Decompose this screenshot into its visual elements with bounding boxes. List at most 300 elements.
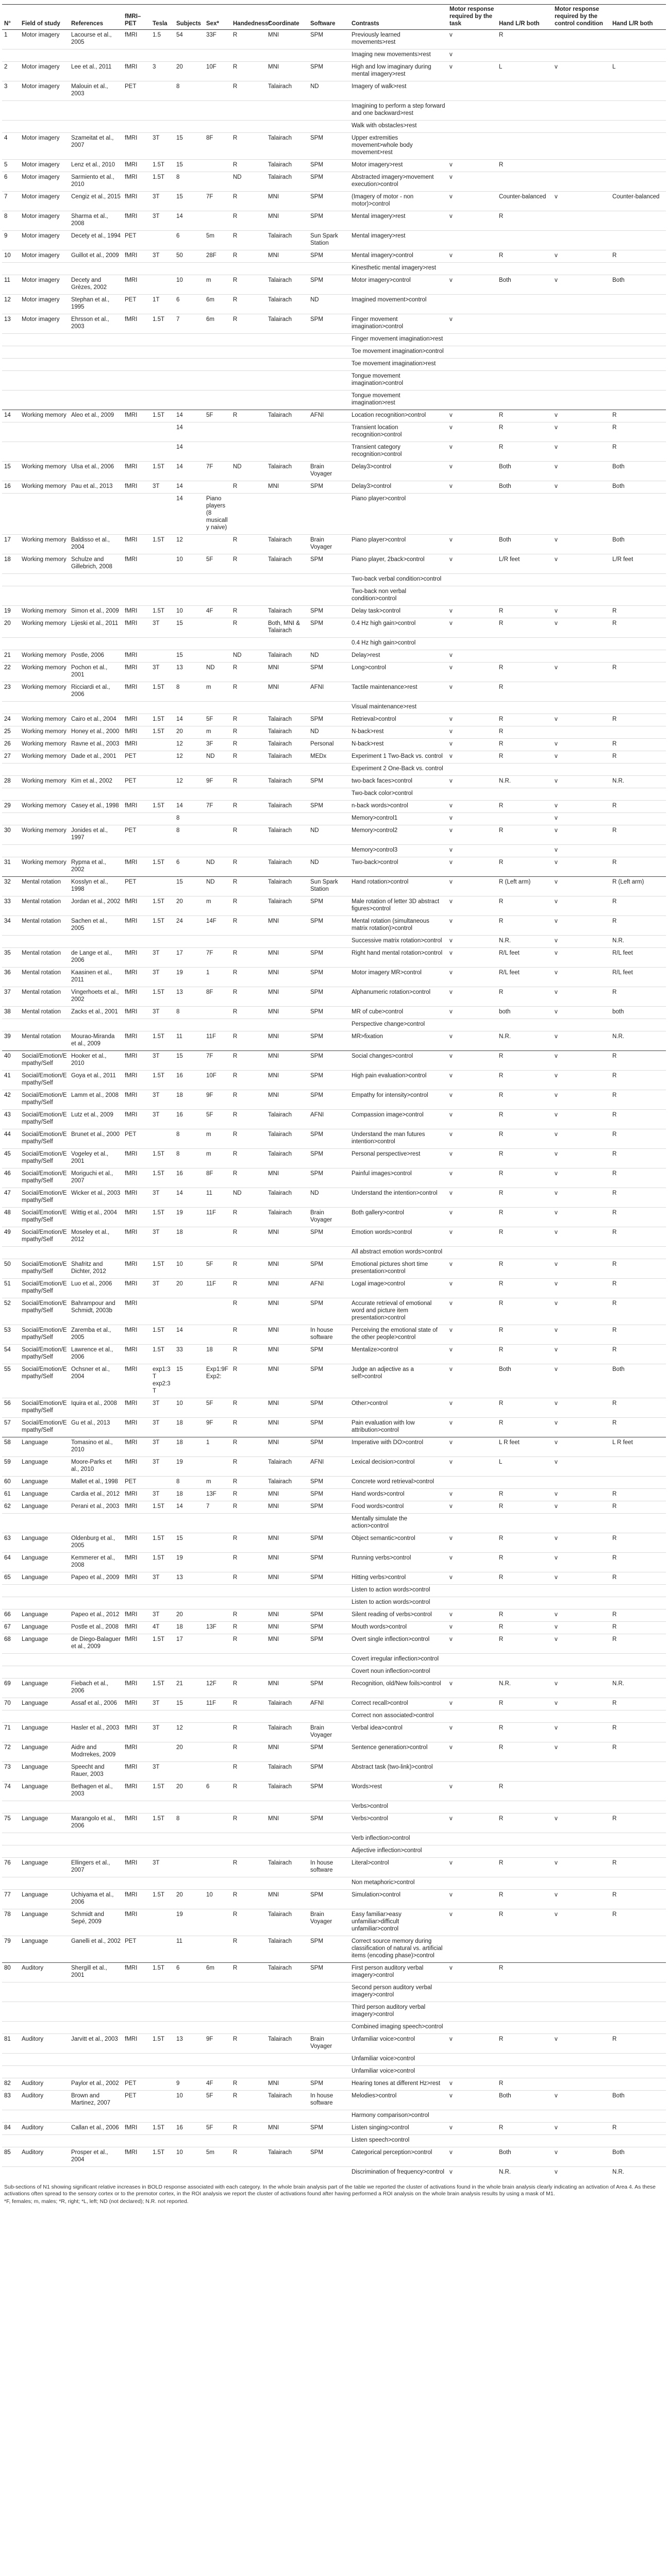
table-cell: v xyxy=(447,250,497,263)
table-cell xyxy=(174,2135,204,2147)
table-row xyxy=(2,2110,666,2123)
table-cell: Both xyxy=(497,275,553,295)
table-cell: v xyxy=(553,739,610,751)
table-cell: SPM xyxy=(308,1259,349,1279)
table-cell: Verb inflection>control xyxy=(349,1833,447,1845)
table-cell: R xyxy=(231,1071,266,1090)
table-cell: Both xyxy=(610,535,666,554)
table-cell: 74 xyxy=(2,1782,20,1801)
table-cell: Transient location recognition>control xyxy=(349,422,447,442)
table-cell: fMRI xyxy=(123,2034,151,2054)
table-cell: PET xyxy=(123,776,151,788)
table-cell xyxy=(69,359,123,371)
table-cell xyxy=(308,391,349,410)
table-cell: R xyxy=(231,1501,266,1514)
table-cell: fMRI xyxy=(123,1609,151,1622)
table-cell xyxy=(20,1845,69,1858)
table-cell xyxy=(151,1666,174,1679)
table-cell: fMRI xyxy=(123,1418,151,1437)
table-cell: R/L feet xyxy=(497,968,553,987)
table-cell: SPM xyxy=(308,1031,349,1051)
table-cell: Overt single inflection>control xyxy=(349,1634,447,1654)
table-cell: 10 xyxy=(174,606,204,618)
table-cell: R xyxy=(610,1345,666,1364)
table-cell xyxy=(123,1877,151,1890)
table-cell: Working memory xyxy=(20,726,69,739)
table-cell: Perani et al., 2003 xyxy=(69,1501,123,1514)
table-cell: m xyxy=(204,896,231,916)
table-cell: v xyxy=(553,2167,610,2179)
table-cell xyxy=(308,494,349,535)
table-cell: Kim et al., 2002 xyxy=(69,776,123,788)
table-cell: 3T xyxy=(151,1188,174,1208)
table-cell xyxy=(174,101,204,121)
table-cell xyxy=(123,845,151,857)
table-cell: v xyxy=(553,2123,610,2135)
table-cell: R xyxy=(610,1090,666,1110)
table-cell: 56 xyxy=(2,1398,20,1418)
table-cell: Perceiving the emotional state of the other people>control xyxy=(349,1325,447,1345)
table-cell: v xyxy=(447,714,497,726)
table-cell xyxy=(308,1585,349,1597)
table-cell: SPM xyxy=(308,1168,349,1188)
table-cell: 29 xyxy=(2,801,20,813)
table-cell: R xyxy=(610,857,666,877)
table-cell: Mental rotation xyxy=(20,896,69,916)
table-cell xyxy=(497,1982,553,2002)
table-cell: Mental rotation xyxy=(20,1031,69,1051)
table-cell xyxy=(497,1585,553,1597)
table-cell xyxy=(308,1247,349,1259)
table-cell xyxy=(266,1877,308,1890)
table-cell: Social/Emotion/Empathy/Self xyxy=(20,1279,69,1298)
table-cell: R xyxy=(231,295,266,314)
table-cell: fMRI xyxy=(123,1227,151,1247)
table-cell: Language xyxy=(20,1437,69,1457)
table-cell xyxy=(610,2110,666,2123)
table-cell: SPM xyxy=(308,1227,349,1247)
table-cell: v xyxy=(447,1227,497,1247)
table-cell: Social/Emotion/Empathy/Self xyxy=(20,1208,69,1227)
table-row xyxy=(2,618,666,638)
table-cell: (Imagery of motor - non motor)>control xyxy=(349,192,447,211)
table-cell: R xyxy=(610,442,666,462)
table-cell: Working memory xyxy=(20,825,69,845)
table-row xyxy=(2,1398,666,1418)
table-cell xyxy=(553,586,610,606)
table-cell: SPM xyxy=(308,2078,349,2091)
table-cell: 3T xyxy=(151,481,174,494)
table-cell: R xyxy=(497,1698,553,1710)
table-cell: v xyxy=(447,857,497,877)
table-cell: Pau et al., 2013 xyxy=(69,481,123,494)
table-cell: v xyxy=(553,1742,610,1762)
table-cell: ND xyxy=(204,663,231,682)
table-cell: 5F xyxy=(204,1398,231,1418)
table-cell: Harmony comparison>control xyxy=(349,2110,447,2123)
table-cell: 20 xyxy=(2,618,20,638)
table-cell: fMRI xyxy=(123,896,151,916)
table-cell xyxy=(231,2054,266,2066)
table-cell: R xyxy=(610,2123,666,2135)
table-cell: R xyxy=(497,2078,553,2091)
table-cell: 32 xyxy=(2,877,20,896)
table-cell: Motor imagery MR>control xyxy=(349,968,447,987)
table-cell: v xyxy=(553,618,610,638)
table-cell xyxy=(610,1845,666,1858)
table-cell xyxy=(20,2002,69,2022)
table-row xyxy=(2,1782,666,1801)
table-cell: v xyxy=(553,877,610,896)
table-cell xyxy=(69,101,123,121)
table-cell: 1.5T xyxy=(151,314,174,334)
table-row xyxy=(2,1963,666,1982)
table-cell xyxy=(2,586,20,606)
table-cell: m xyxy=(204,1477,231,1489)
table-cell xyxy=(610,121,666,133)
table-cell xyxy=(69,2110,123,2123)
table-cell: Motor imagery xyxy=(20,192,69,211)
table-cell xyxy=(174,2167,204,2179)
table-cell: MNI xyxy=(266,1298,308,1325)
table-cell: fMRI xyxy=(123,739,151,751)
table-cell: Talairach xyxy=(266,1858,308,1877)
table-cell xyxy=(610,263,666,275)
table-row xyxy=(2,1259,666,1279)
table-cell: R xyxy=(497,618,553,638)
table-cell: Mentally simulate the action>control xyxy=(349,1514,447,1533)
table-cell: R xyxy=(610,1051,666,1071)
table-cell: Walk with obstacles>rest xyxy=(349,121,447,133)
table-cell: Talairach xyxy=(266,825,308,845)
table-cell: Motor imagery xyxy=(20,172,69,192)
table-cell: v xyxy=(553,462,610,481)
table-cell: v xyxy=(447,442,497,462)
table-cell xyxy=(553,314,610,334)
table-cell: MNI xyxy=(266,1227,308,1247)
table-cell xyxy=(174,1597,204,1609)
table-cell xyxy=(231,494,266,535)
table-cell xyxy=(447,1762,497,1782)
table-cell: 4T xyxy=(151,1622,174,1634)
table-cell: v xyxy=(447,845,497,857)
table-cell: SPM xyxy=(308,1345,349,1364)
table-cell: v xyxy=(553,1679,610,1698)
table-cell: Compassion image>control xyxy=(349,1110,447,1129)
table-cell xyxy=(204,391,231,410)
table-cell xyxy=(266,764,308,776)
column-header: Motor response required by the control condition xyxy=(553,5,610,30)
table-cell: Social/Emotion/Empathy/Self xyxy=(20,1398,69,1418)
table-cell: PET xyxy=(123,231,151,250)
table-cell xyxy=(610,359,666,371)
table-cell xyxy=(2,359,20,371)
table-cell: Cairo et al., 2004 xyxy=(69,714,123,726)
table-cell xyxy=(308,2066,349,2078)
table-cell xyxy=(553,2110,610,2123)
table-cell: v xyxy=(553,1031,610,1051)
table-cell: R xyxy=(610,1325,666,1345)
table-cell: PET xyxy=(123,1477,151,1489)
table-cell: 70 xyxy=(2,1698,20,1710)
table-cell: Talairach xyxy=(266,231,308,250)
table-cell: 14 xyxy=(174,1501,204,1514)
table-cell: fMRI xyxy=(123,554,151,574)
table-cell: SPM xyxy=(308,801,349,813)
table-cell: fMRI xyxy=(123,275,151,295)
table-cell: R xyxy=(231,1742,266,1762)
table-cell: Correct non associated>control xyxy=(349,1710,447,1723)
table-cell xyxy=(204,586,231,606)
table-cell: Verbal idea>control xyxy=(349,1723,447,1742)
table-cell xyxy=(497,638,553,650)
table-cell: v xyxy=(553,2147,610,2167)
table-cell xyxy=(123,2022,151,2034)
table-cell: v xyxy=(447,30,497,49)
table-cell: fMRI xyxy=(123,948,151,968)
table-cell: R xyxy=(231,1782,266,1801)
table-cell xyxy=(151,1982,174,2002)
table-cell xyxy=(553,334,610,346)
table-cell xyxy=(308,442,349,462)
table-cell: L xyxy=(497,62,553,81)
table-cell: Papeo et al., 2009 xyxy=(69,1572,123,1585)
table-cell xyxy=(123,936,151,948)
table-cell xyxy=(266,2135,308,2147)
table-cell xyxy=(20,422,69,442)
table-cell xyxy=(69,121,123,133)
table-cell: R xyxy=(610,606,666,618)
table-cell xyxy=(231,638,266,650)
table-cell: 15 xyxy=(174,1051,204,1071)
table-cell xyxy=(266,702,308,714)
table-cell: R xyxy=(231,231,266,250)
table-row xyxy=(2,682,666,702)
table-cell: Motor imagery>control xyxy=(349,275,447,295)
table-cell: SPM xyxy=(308,1051,349,1071)
table-cell xyxy=(497,346,553,359)
table-cell xyxy=(204,1247,231,1259)
table-cell: 7F xyxy=(204,1051,231,1071)
table-cell: Both xyxy=(497,481,553,494)
table-cell: 3T xyxy=(151,1227,174,1247)
table-cell: Working memory xyxy=(20,481,69,494)
table-cell: Jonides et al., 1997 xyxy=(69,825,123,845)
table-cell xyxy=(204,422,231,442)
table-cell: Decety et al., 1994 xyxy=(69,231,123,250)
table-cell: R xyxy=(231,825,266,845)
table-cell: R xyxy=(231,1762,266,1782)
table-cell xyxy=(20,2110,69,2123)
table-cell xyxy=(204,845,231,857)
table-cell: R xyxy=(231,682,266,702)
table-row xyxy=(2,2091,666,2110)
table-cell xyxy=(231,1666,266,1679)
table-cell: 80 xyxy=(2,1963,20,1982)
table-cell: 11 xyxy=(204,1188,231,1208)
table-cell xyxy=(69,1801,123,1814)
table-cell xyxy=(123,788,151,801)
table-cell xyxy=(308,2022,349,2034)
table-cell: Auditory xyxy=(20,1963,69,1982)
table-cell xyxy=(266,442,308,462)
table-cell xyxy=(174,1585,204,1597)
table-cell: Guillot et al., 2009 xyxy=(69,250,123,263)
table-cell: R xyxy=(610,1609,666,1622)
table-cell: Fiebach et al., 2006 xyxy=(69,1679,123,1698)
table-cell xyxy=(610,2066,666,2078)
table-cell: Both xyxy=(497,462,553,481)
table-cell: 20 xyxy=(174,896,204,916)
table-cell xyxy=(266,2066,308,2078)
table-cell: SPM xyxy=(308,987,349,1007)
table-cell: MNI xyxy=(266,968,308,987)
table-cell: v xyxy=(447,1110,497,1129)
table-cell xyxy=(231,1597,266,1609)
table-cell: Social/Emotion/Empathy/Self xyxy=(20,1129,69,1149)
table-cell: N.R. xyxy=(497,1679,553,1698)
studies-table xyxy=(2,4,666,2179)
table-cell: 19 xyxy=(2,606,20,618)
table-cell: v xyxy=(553,968,610,987)
table-cell: 3T xyxy=(151,211,174,231)
table-cell xyxy=(204,1833,231,1845)
table-cell: Language xyxy=(20,1909,69,1936)
table-cell: MNI xyxy=(266,948,308,968)
table-cell xyxy=(69,2002,123,2022)
table-cell: Lutz et al., 2009 xyxy=(69,1110,123,1129)
table-cell xyxy=(447,788,497,801)
table-cell: R xyxy=(497,606,553,618)
table-cell xyxy=(20,1019,69,1031)
table-cell: v xyxy=(447,314,497,334)
table-cell: PET xyxy=(123,877,151,896)
table-cell xyxy=(553,638,610,650)
table-cell xyxy=(447,574,497,586)
table-cell: MR of cube>control xyxy=(349,1007,447,1019)
table-row xyxy=(2,442,666,462)
table-cell xyxy=(151,638,174,650)
table-cell: 38 xyxy=(2,1007,20,1019)
table-cell: 15 xyxy=(174,160,204,172)
table-cell xyxy=(231,2167,266,2179)
table-cell: 14F xyxy=(204,916,231,936)
table-cell: SPM xyxy=(308,2147,349,2167)
table-cell: Talairach xyxy=(266,410,308,422)
table-cell: R xyxy=(497,1572,553,1585)
table-cell xyxy=(20,1654,69,1666)
table-cell: v xyxy=(553,714,610,726)
table-cell: Covert noun inflection>control xyxy=(349,1666,447,1679)
table-cell: 46 xyxy=(2,1168,20,1188)
table-cell: R xyxy=(497,1325,553,1345)
table-cell xyxy=(231,2022,266,2034)
table-cell: 8 xyxy=(174,1129,204,1149)
table-cell: N.R. xyxy=(610,776,666,788)
table-cell xyxy=(174,2022,204,2034)
table-cell: Ravne et al., 2003 xyxy=(69,739,123,751)
table-cell: fMRI xyxy=(123,1634,151,1654)
table-cell: 47 xyxy=(2,1188,20,1208)
table-cell: v xyxy=(447,948,497,968)
table-cell xyxy=(204,2135,231,2147)
table-cell: fMRI xyxy=(123,1679,151,1698)
table-cell: Auditory xyxy=(20,2034,69,2054)
table-cell: 85 xyxy=(2,2147,20,2167)
table-cell xyxy=(151,1742,174,1762)
table-cell xyxy=(308,586,349,606)
table-cell: Szameitat et al., 2007 xyxy=(69,133,123,160)
table-cell: 0.4 Hz high gain>control xyxy=(349,638,447,650)
table-cell xyxy=(497,1597,553,1609)
table-cell: 7 xyxy=(174,314,204,334)
table-cell: MNI xyxy=(266,1051,308,1071)
table-cell: Mentalize>control xyxy=(349,1345,447,1364)
table-cell: 13F xyxy=(204,1622,231,1634)
table-cell: Tomasino et al., 2010 xyxy=(69,1437,123,1457)
table-cell xyxy=(174,936,204,948)
table-cell xyxy=(174,1019,204,1031)
table-cell xyxy=(610,2002,666,2022)
table-cell: Finger movement imagination>control xyxy=(349,314,447,334)
table-row xyxy=(2,231,666,250)
table-cell: 12 xyxy=(174,776,204,788)
table-cell: 1.5T xyxy=(151,1208,174,1227)
table-cell: R xyxy=(497,682,553,702)
table-cell: Working memory xyxy=(20,801,69,813)
table-cell xyxy=(447,2002,497,2022)
table-cell: Social/Emotion/Empathy/Self xyxy=(20,1345,69,1364)
table-cell: 1.5T xyxy=(151,1963,174,1982)
table-cell xyxy=(123,1514,151,1533)
table-row xyxy=(2,2034,666,2054)
table-cell: fMRI xyxy=(123,172,151,192)
table-row xyxy=(2,1110,666,1129)
table-cell: Honey et al., 2000 xyxy=(69,726,123,739)
table-cell: MNI xyxy=(266,1679,308,1698)
table-cell: 68 xyxy=(2,1634,20,1654)
table-cell: R xyxy=(497,1963,553,1982)
table-cell xyxy=(497,1877,553,1890)
table-cell: Talairach xyxy=(266,172,308,192)
table-cell: fMRI xyxy=(123,462,151,481)
table-cell: v xyxy=(447,1149,497,1168)
table-cell: v xyxy=(447,1501,497,1514)
table-cell xyxy=(204,1801,231,1814)
table-cell xyxy=(497,2002,553,2022)
table-cell: v xyxy=(447,1437,497,1457)
table-cell: R xyxy=(231,410,266,422)
table-cell xyxy=(20,813,69,825)
table-cell: Language xyxy=(20,1489,69,1501)
table-cell xyxy=(204,1723,231,1742)
table-cell xyxy=(2,422,20,442)
table-cell: fMRI xyxy=(123,481,151,494)
table-cell xyxy=(497,2054,553,2066)
table-cell: Mourao-Miranda et al., 2009 xyxy=(69,1031,123,1051)
table-row xyxy=(2,1364,666,1398)
table-cell: 14 xyxy=(174,801,204,813)
table-cell xyxy=(204,2167,231,2179)
table-cell: R xyxy=(231,554,266,574)
table-cell: Working memory xyxy=(20,682,69,702)
table-cell: v xyxy=(447,751,497,764)
table-cell: v xyxy=(447,1679,497,1698)
table-cell: ND xyxy=(231,1188,266,1208)
table-cell: fMRI xyxy=(123,1553,151,1572)
table-cell: PET xyxy=(123,1936,151,1963)
table-cell xyxy=(123,2054,151,2066)
